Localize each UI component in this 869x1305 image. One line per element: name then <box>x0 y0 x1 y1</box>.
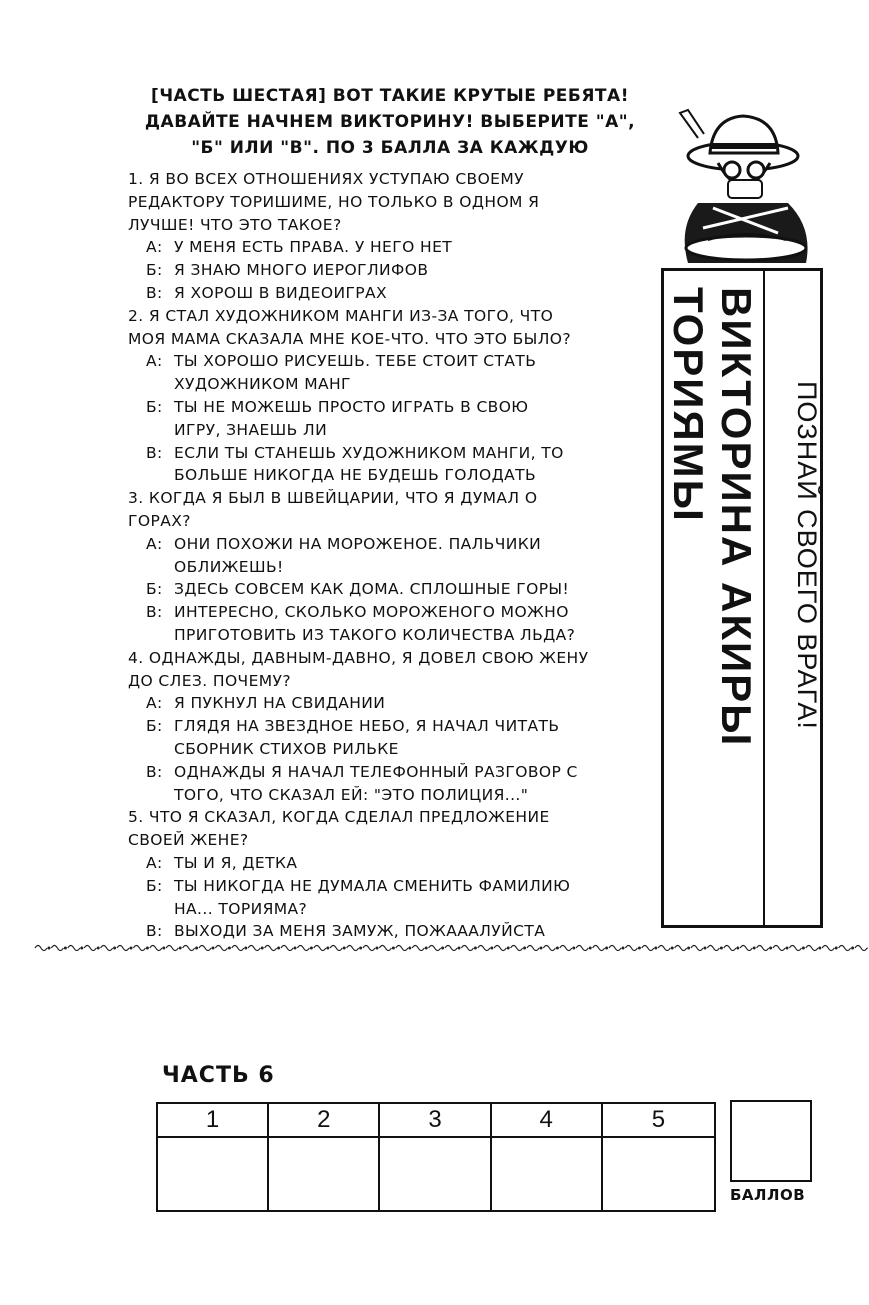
question-text: ЛУЧШЕ! ЧТО ЭТО ТАКОЕ? <box>128 215 342 234</box>
border-dot <box>278 947 280 949</box>
border-dot <box>163 947 165 949</box>
answer-option[interactable] <box>128 875 658 921</box>
border-ornament <box>199 946 211 951</box>
answer-option[interactable] <box>128 852 658 875</box>
score-answer-cell[interactable] <box>269 1138 380 1210</box>
answer-option[interactable] <box>128 601 658 647</box>
border-ornament <box>527 946 539 951</box>
border-ornament <box>232 946 244 951</box>
question-text: 2. Я СТАЛ ХУДОЖНИКОМ МАНГИ ИЗ-ЗА ТОГО, ЧТО <box>128 306 554 325</box>
total-score-label: БАЛЛОВ <box>730 1186 806 1204</box>
total-score-box[interactable] <box>730 1100 812 1182</box>
border-dot <box>491 947 493 949</box>
quiz-vertical-title: ВИКТОРИНА АКИРЫ ТОРИЯМЫ <box>665 287 760 748</box>
border-ornament <box>773 946 785 951</box>
score-answer-cell[interactable] <box>158 1138 269 1210</box>
border-ornament <box>68 946 80 951</box>
border-ornament <box>461 946 473 951</box>
border-ornament <box>215 946 227 951</box>
option-text-line: У МЕНЯ ЕСТЬ ПРАВА. У НЕГО НЕТ <box>174 238 453 257</box>
border-dot <box>393 947 395 949</box>
score-column-header: 3 <box>380 1104 491 1138</box>
option-text <box>174 533 658 579</box>
option-text-line: ХУДОЖНИКОМ МАНГ <box>174 375 351 394</box>
border-dot <box>835 947 837 949</box>
border-dot <box>606 947 608 949</box>
answer-option[interactable] <box>128 761 658 807</box>
border-dot <box>65 947 67 949</box>
border-ornament <box>822 946 834 951</box>
question-text: 4. ОДНАЖДЫ, ДАВНЫМ-ДАВНО, Я ДОВЕЛ СВОЮ ЖЕНУ <box>128 648 589 667</box>
border-dot <box>655 947 657 949</box>
question-text: МОЯ МАМА СКАЗАЛА МНЕ КОЕ-ЧТО. ЧТО ЭТО БЫЛО? <box>128 329 572 348</box>
decorative-border <box>33 940 868 956</box>
option-text <box>174 875 658 921</box>
border-ornament <box>363 946 375 951</box>
score-answer-cell[interactable] <box>380 1138 491 1210</box>
border-dot <box>819 947 821 949</box>
vertical-title-box <box>661 268 823 928</box>
question-block <box>128 168 658 305</box>
question-text: 5. ЧТО Я СКАЗАЛ, КОГДА СДЕЛАЛ ПРЕДЛОЖЕНИЕ <box>128 808 550 827</box>
border-ornament <box>347 946 359 951</box>
border-ornament <box>183 946 195 951</box>
question-text: РЕДАКТОРУ ТОРИШИМЕ, НО ТОЛЬКО В ОДНОМ Я <box>128 192 540 211</box>
border-dot <box>639 947 641 949</box>
border-ornament <box>396 946 408 951</box>
quiz-vertical-subtitle: ПОЗНАЙ СВОЕГО ВРАГА! <box>792 381 822 730</box>
border-dot <box>147 947 149 949</box>
border-ornament <box>560 946 572 951</box>
border-dot <box>442 947 444 949</box>
question-text: ГОРАХ? <box>128 511 191 530</box>
answer-option[interactable] <box>128 236 658 259</box>
border-ornament <box>379 946 391 951</box>
border-dot <box>245 947 247 949</box>
border-ornament <box>691 946 703 951</box>
option-text <box>174 236 658 259</box>
border-ornament <box>412 946 424 951</box>
border-dot <box>261 947 263 949</box>
border-ornament <box>101 946 113 951</box>
score-answer-cell[interactable] <box>603 1138 714 1210</box>
border-dot <box>409 947 411 949</box>
border-dot <box>229 947 231 949</box>
border-ornament <box>789 946 801 951</box>
option-letter: В: <box>146 603 163 622</box>
border-dot <box>589 947 591 949</box>
border-ornament <box>839 946 851 951</box>
header-line-1: [ЧАСТЬ ШЕСТАЯ] ВОТ ТАКИЕ КРУТЫЕ РЕБЯТА! <box>151 86 629 106</box>
question-block <box>128 305 658 487</box>
border-ornament <box>740 946 752 951</box>
author-portrait-illustration <box>668 108 818 268</box>
option-letter: Б: <box>146 717 163 736</box>
option-text <box>174 692 658 715</box>
border-ornament <box>494 946 506 951</box>
quiz-header <box>120 83 660 161</box>
border-dot <box>688 947 690 949</box>
header-line-3: "Б" ИЛИ "В". ПО 3 БАЛЛА ЗА КАЖДУЮ <box>191 138 589 158</box>
option-text <box>174 350 658 396</box>
option-letter: Б: <box>146 261 163 280</box>
option-text-line: ТЫ ХОРОШО РИСУЕШЬ. ТЕБЕ СТОИТ СТАТЬ <box>174 352 537 371</box>
option-letter: А: <box>146 238 163 257</box>
option-letter: А: <box>146 853 163 872</box>
question-block <box>128 806 658 943</box>
answer-option[interactable] <box>128 533 658 579</box>
answer-option[interactable] <box>128 578 658 601</box>
border-ornament <box>117 946 129 951</box>
border-ornament <box>133 946 145 951</box>
border-ornament <box>281 946 293 951</box>
option-text-line: Я ЗНАЮ МНОГО ИЕРОГЛИФОВ <box>174 261 429 280</box>
option-letter: В: <box>146 443 163 462</box>
quiz-questions <box>128 168 658 943</box>
border-ornament <box>35 946 47 951</box>
answer-option[interactable] <box>128 282 658 305</box>
score-table <box>156 1102 716 1212</box>
border-dot <box>704 947 706 949</box>
border-ornament <box>166 946 178 951</box>
border-dot <box>753 947 755 949</box>
option-text-line: ТЫ И Я, ДЕТКА <box>174 853 298 872</box>
vertical-divider <box>763 271 765 925</box>
border-dot <box>294 947 296 949</box>
border-ornament <box>757 946 769 951</box>
border-dot <box>507 947 509 949</box>
option-text-line: ВЫХОДИ ЗА МЕНЯ ЗАМУЖ, ПОЖАААЛУЙСТА <box>174 922 546 941</box>
option-text-line: ИНТЕРЕСНО, СКОЛЬКО МОРОЖЕНОГО МОЖНО <box>174 603 569 622</box>
border-ornament <box>297 946 309 951</box>
border-dot <box>458 947 460 949</box>
border-dot <box>737 947 739 949</box>
score-column-header: 4 <box>492 1104 603 1138</box>
border-ornament <box>576 946 588 951</box>
border-dot <box>852 947 854 949</box>
option-text <box>174 852 658 875</box>
border-ornament <box>248 946 260 951</box>
answer-option[interactable] <box>128 715 658 761</box>
border-ornament <box>84 946 96 951</box>
option-text-line: БОЛЬШЕ НИКОГДА НЕ БУДЕШЬ ГОЛОДАТЬ <box>174 466 536 485</box>
question-text: СВОЕЙ ЖЕНЕ? <box>128 831 249 850</box>
border-ornament <box>806 946 818 951</box>
border-dot <box>524 947 526 949</box>
border-ornament <box>724 946 736 951</box>
option-letter: Б: <box>146 397 163 416</box>
option-text-line: Я ПУКНУЛ НА СВИДАНИИ <box>174 694 386 713</box>
option-letter: А: <box>146 352 163 371</box>
border-dot <box>130 947 132 949</box>
option-text-line: ТЫ НЕ МОЖЕШЬ ПРОСТО ИГРАТЬ В СВОЮ <box>174 397 529 416</box>
border-dot <box>540 947 542 949</box>
option-text <box>174 715 658 761</box>
border-ornament <box>265 946 277 951</box>
border-dot <box>573 947 575 949</box>
option-text-line: ОДНАЖДЫ Я НАЧАЛ ТЕЛЕФОННЫЙ РАЗГОВОР С <box>174 762 578 781</box>
option-letter: В: <box>146 283 163 302</box>
score-part-label: ЧАСТЬ 6 <box>162 1063 275 1088</box>
option-text-line: ТЫ НИКОГДА НЕ ДУМАЛА СМЕНИТЬ ФАМИЛИЮ <box>174 876 571 895</box>
border-dot <box>196 947 198 949</box>
border-ornament <box>511 946 523 951</box>
border-ornament <box>625 946 637 951</box>
option-text-line: ОБЛИЖЕШЬ! <box>174 557 284 576</box>
question-block <box>128 647 658 807</box>
answer-option[interactable] <box>128 350 658 396</box>
border-dot <box>97 947 99 949</box>
border-dot <box>425 947 427 949</box>
border-ornament <box>429 946 441 951</box>
border-dot <box>721 947 723 949</box>
score-answer-cell[interactable] <box>492 1138 603 1210</box>
question-text: ДО СЛЕЗ. ПОЧЕМУ? <box>128 671 292 690</box>
option-letter: В: <box>146 922 163 941</box>
option-text <box>174 396 658 442</box>
option-text <box>174 761 658 807</box>
border-ornament <box>658 946 670 951</box>
answer-option[interactable] <box>128 259 658 282</box>
border-dot <box>48 947 50 949</box>
border-ornament <box>51 946 63 951</box>
border-ornament <box>330 946 342 951</box>
option-letter: Б: <box>146 876 163 895</box>
border-ornament <box>609 946 621 951</box>
border-dot <box>343 947 345 949</box>
border-dot <box>179 947 181 949</box>
answer-option[interactable] <box>128 396 658 442</box>
question-text: 1. Я ВО ВСЕХ ОТНОШЕНИЯХ УСТУПАЮ СВОЕМУ <box>128 170 524 188</box>
border-ornament <box>593 946 605 951</box>
border-dot <box>376 947 378 949</box>
border-dot <box>81 947 83 949</box>
border-ornament <box>478 946 490 951</box>
border-dot <box>622 947 624 949</box>
option-text-line: ПРИГОТОВИТЬ ИЗ ТАКОГО КОЛИЧЕСТВА ЛЬДА? <box>174 625 576 644</box>
border-dot <box>360 947 362 949</box>
question-text: 3. КОГДА Я БЫЛ В ШВЕЙЦАРИИ, ЧТО Я ДУМАЛ О <box>128 489 538 508</box>
option-text-line: ЗДЕСЬ СОВСЕМ КАК ДОМА. СПЛОШНЫЕ ГОРЫ! <box>174 580 570 599</box>
border-ornament <box>445 946 457 951</box>
border-ornament <box>642 946 654 951</box>
border-dot <box>327 947 329 949</box>
border-dot <box>311 947 313 949</box>
option-text <box>174 601 658 647</box>
border-dot <box>803 947 805 949</box>
option-text-line: ИГРУ, ЗНАЕШЬ ЛИ <box>174 420 328 439</box>
question-block <box>128 487 658 647</box>
option-text-line: ТОГО, ЧТО СКАЗАЛ ЕЙ: "ЭТО ПОЛИЦИЯ..." <box>174 785 529 804</box>
option-text <box>174 578 658 601</box>
option-text-line: ЕСЛИ ТЫ СТАНЕШЬ ХУДОЖНИКОМ МАНГИ, ТО <box>174 443 564 462</box>
border-dot <box>557 947 559 949</box>
score-column-header: 2 <box>269 1104 380 1138</box>
border-ornament <box>543 946 555 951</box>
border-ornament <box>314 946 326 951</box>
option-text <box>174 282 658 305</box>
border-dot <box>786 947 788 949</box>
border-dot <box>671 947 673 949</box>
option-letter: А: <box>146 534 163 553</box>
border-dot <box>770 947 772 949</box>
option-text-line: Я ХОРОШ В ВИДЕОИГРАХ <box>174 283 388 302</box>
option-text-line: СБОРНИК СТИХОВ РИЛЬКЕ <box>174 739 399 758</box>
answer-option[interactable] <box>128 692 658 715</box>
option-text-line: ГЛЯДЯ НА ЗВЕЗДНОЕ НЕБО, Я НАЧАЛ ЧИТАТЬ <box>174 717 560 736</box>
answer-option[interactable] <box>128 442 658 488</box>
border-ornament <box>150 946 162 951</box>
border-ornament <box>855 946 867 951</box>
score-column-header: 5 <box>603 1104 714 1138</box>
option-text-line: НА... ТОРИЯМА? <box>174 899 308 918</box>
option-text <box>174 259 658 282</box>
option-text <box>174 442 658 488</box>
border-ornament <box>707 946 719 951</box>
option-letter: В: <box>146 762 163 781</box>
border-dot <box>212 947 214 949</box>
border-ornament <box>675 946 687 951</box>
option-letter: А: <box>146 694 163 713</box>
score-column-header: 1 <box>158 1104 269 1138</box>
option-text-line: ОНИ ПОХОЖИ НА МОРОЖЕНОЕ. ПАЛЬЧИКИ <box>174 534 542 553</box>
header-line-2: ДАВАЙТЕ НАЧНЕМ ВИКТОРИНУ! ВЫБЕРИТЕ "А", <box>144 112 636 132</box>
border-dot <box>475 947 477 949</box>
option-letter: Б: <box>146 580 163 599</box>
border-dot <box>114 947 116 949</box>
